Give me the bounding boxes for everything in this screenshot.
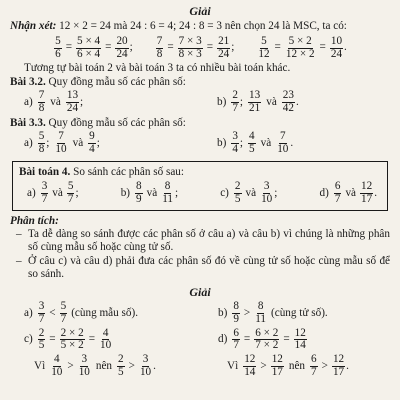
fraction: $\frac{5 \times 2}{12 \times 2}$	[285, 34, 315, 60]
giai-a: a) $\frac{3}{7}$ < $\frac{5}{7}$ (cùng mẫu số).	[24, 300, 139, 325]
note: Tương tự bài toán 2 và bài toán 3 ta có nhiều bài toán khác.	[24, 62, 291, 75]
nhan-xet-text: 12 × 2 = 24 mà 24 : 6 = 4; 24 : 8 = 3 nên chọn 24 là MSC, ta có:	[59, 20, 347, 33]
fraction: $\frac{21}{24}$	[218, 34, 230, 60]
nhan-xet-label: Nhận xét:	[10, 20, 57, 33]
giai-b: b) $\frac{8}{9}$ > $\frac{8}{11}$ (cùng tử số).	[218, 300, 328, 325]
fraction: $\frac{7 \times 3}{8 \times 3}$	[178, 34, 202, 60]
giai-c-vi: Vì $\frac{4}{10}$ > $\frac{3}{10}$ nên $\frac{2}{5}$ > $\frac{3}{10}$ .	[34, 353, 156, 378]
bai-3-2-items	[10, 90, 390, 115]
giai-title-2: Giải	[189, 284, 211, 299]
fraction: $\frac{5}{12}$	[258, 34, 270, 60]
bai-3-2: Bài 3.2. Quy đồng mẫu số các phân số:	[10, 75, 186, 88]
bai-3-3-items	[10, 131, 390, 156]
fraction: $\frac{5}{6}$	[55, 34, 61, 60]
bai-3-3: Bài 3.3. Quy đồng mẫu số các phân số:	[10, 116, 186, 129]
bai-3-2-b: b) $\frac{2}{7}$ ; $\frac{13}{21}$ và $\frac{23}{42}$ .	[217, 89, 299, 114]
phan-tich-p1: – Ta dễ dàng so sánh được các phân số ở câu a) và câu b) vì chúng là những phân số cùng mẫu số hoặc cùng tử số.	[16, 228, 390, 254]
giai-c: c) $\frac{2}{5}$ = $\frac{2 \times 2}{5 \times 2}$ = $\frac{4}{10}$	[24, 326, 112, 352]
giai-row-vi	[10, 354, 390, 379]
giai-d-vi: Vì $\frac{12}{14}$ > $\frac{12}{17}$ nên $\frac{6}{7}$ > $\frac{12}{17}$ .	[227, 353, 349, 378]
bai-toan-4-b: b) $\frac{8}{9}$ và $\frac{8}{11}$ ;	[120, 180, 179, 205]
giai-row-ab	[10, 301, 390, 326]
bai-toan-4-c: c) $\frac{2}{5}$ và $\frac{3}{10}$ ;	[220, 180, 278, 205]
fraction: $\frac{5 \times 4}{6 \times 4}$	[77, 34, 101, 60]
giai-title: Giải	[189, 4, 211, 18]
fraction: $\frac{20}{24}$	[116, 34, 128, 60]
phan-tich-label: Phân tích:	[10, 214, 59, 227]
bai-3-2-a: a) $\frac{7}{8}$ và $\frac{13}{24}$ ;	[24, 89, 84, 114]
bai-toan-4-box	[12, 161, 388, 211]
giai-d: d) $\frac{6}{7}$ = $\frac{6 \times 2}{7 \times 2}$ = $\frac{12}{14}$	[218, 326, 306, 352]
giai-row-cd	[10, 328, 390, 353]
fraction: $\frac{10}{24}$	[330, 34, 343, 60]
bai-toan-4-a: a) $\frac{3}{7}$ và $\frac{5}{7}$ ;	[27, 180, 79, 205]
bai-toan-4-d: d) $\frac{6}{7}$ và $\frac{12}{17}$ .	[319, 180, 377, 205]
bai-3-3-a: a) $\frac{5}{8}$ ; $\frac{7}{10}$ và $\frac{9}{4}$ ;	[24, 130, 100, 155]
msc-row: $\frac{5}{6}$ = $\frac{5 \times 4}{6 \times 4}$ = $\frac{20}{24}$ ; $\frac{7}{8}$ = $\frac{7 \times 3}{8 \times 3}$ = $\frac{21}{24}$ ; $\frac{5}{12}$ = $\frac{5 \times 2}{12 \times 2}$ = $\frac{10}{24}$ .	[55, 34, 347, 60]
nhan-xet	[10, 20, 390, 33]
fraction: $\frac{7}{8}$	[156, 34, 163, 60]
bai-3-3-b: b) $\frac{3}{4}$ ; $\frac{4}{5}$ và $\frac{7}{10}$ .	[217, 130, 294, 155]
bai-toan-4-heading: Bài toán 4. So sánh các phân số sau:	[19, 165, 185, 178]
bai-toan-4-items	[19, 179, 381, 206]
phan-tich-p2: – Ở câu c) và câu d) phải đưa các phân số đó về cùng tử số hoặc cùng mẫu số để so sánh.	[16, 254, 390, 281]
